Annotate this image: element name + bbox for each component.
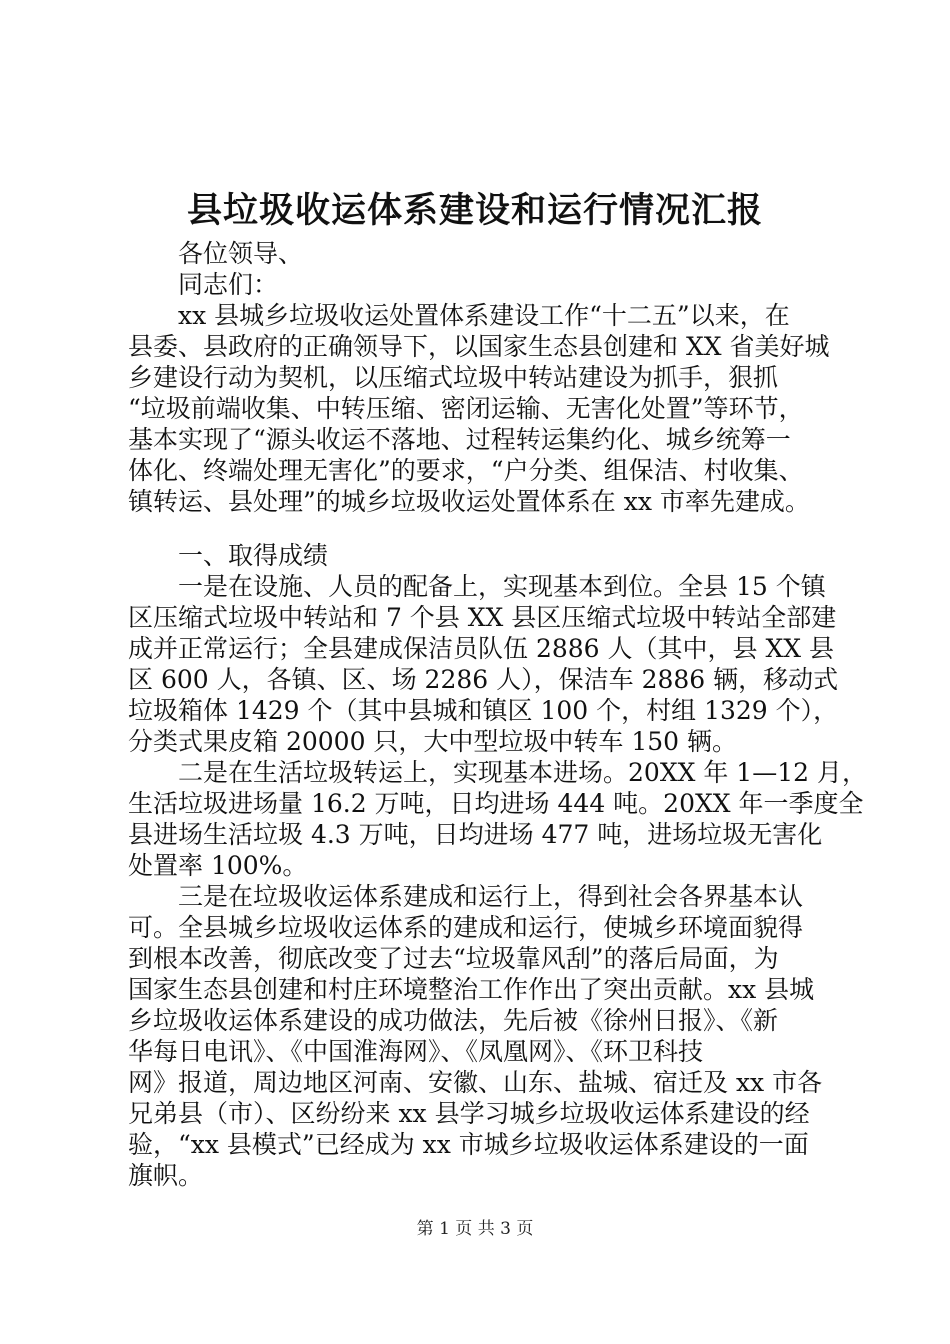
- text-line: 区 600 人，各镇、区、场 2286 人），保洁车 2886 辆，移动式: [128, 665, 839, 694]
- document-title: 县垃圾收运体系建设和运行情况汇报: [186, 190, 763, 231]
- text-line: 生活垃圾进场量 16.2 万吨，日均进场 444 吨。20XX 年一季度全: [128, 789, 864, 818]
- text-line: 一是在设施、人员的配备上，实现基本到位。全县 15 个镇: [178, 572, 826, 601]
- greeting: [128, 238, 830, 300]
- text-line: 镇转运、县处理”的城乡垃圾收运处置体系在 xx 市率先建成。: [128, 487, 810, 516]
- heading-line: 一、取得成绩: [178, 541, 329, 570]
- text-line: 处置率 100%。: [128, 851, 308, 880]
- greeting-line: 各位领导、: [178, 239, 304, 268]
- text-line: 网》报道，周边地区河南、安徽、山东、盐城、宿迁及 xx 市各: [128, 1068, 823, 1097]
- text-line: 县进场生活垃圾 4.3 万吨，日均进场 477 吨，进场垃圾无害化: [128, 820, 823, 849]
- text-line: 分类式果皮箱 20000 只，大中型垃圾中转车 150 辆。: [128, 727, 738, 756]
- text-line: “垃圾前端收集、中转压缩、密闭运输、无害化处置”等环节，: [128, 394, 804, 423]
- paragraph-transport: [128, 757, 867, 881]
- greeting-line: 同志们：: [178, 270, 279, 299]
- text-line: 乡建设行动为契机，以压缩式垃圾中转站建设为抓手，狠抓: [128, 363, 779, 392]
- paragraph-recognition: [128, 881, 830, 1191]
- text-line: 旗帜。: [128, 1161, 204, 1190]
- text-line: xx 县城乡垃圾收运处置体系建设工作“十二五”以来，在: [178, 301, 790, 330]
- page-footer: 第 1 页 共 3 页: [416, 1219, 534, 1239]
- text-line: 可。全县城乡垃圾收运体系的建成和运行，使城乡环境面貌得: [128, 913, 804, 942]
- text-line: 国家生态县创建和村庄环境整治工作作出了突出贡献。xx 县城: [128, 975, 815, 1004]
- section-heading: [128, 540, 830, 571]
- text-line: 基本实现了“源头收运不落地、过程转运集约化、城乡统筹一: [128, 425, 791, 454]
- paragraph-intro: [128, 300, 830, 517]
- text-line: 二是在生活垃圾转运上，实现基本进场。20XX 年 1—12 月，: [178, 758, 867, 787]
- paragraph-facilities: [128, 571, 839, 757]
- text-line: 成并正常运行；全县建成保洁员队伍 2886 人（其中，县 XX 县: [128, 634, 835, 663]
- text-line: 到根本改善，彻底改变了过去“垃圾靠风刮”的落后局面，为: [128, 944, 779, 973]
- text-line: 华每日电讯》、《中国淮海网》、《凤凰网》、《环卫科技: [128, 1037, 704, 1066]
- text-line: 垃圾箱体 1429 个（其中县城和镇区 100 个，村组 1329 个），: [128, 696, 839, 725]
- text-line: 验，“xx 县模式”已经成为 xx 市城乡垃圾收运体系建设的一面: [128, 1130, 809, 1159]
- text-line: 县委、县政府的正确领导下，以国家生态县创建和 XX 省美好城: [128, 332, 830, 361]
- text-line: 乡垃圾收运体系建设的成功做法，先后被《徐州日报》、《新: [128, 1006, 779, 1035]
- text-line: 兄弟县（市）、区纷纷来 xx 县学习城乡垃圾收运体系建设的经: [128, 1099, 810, 1128]
- text-line: 体化、终端处理无害化”的要求，“户分类、组保洁、村收集、: [128, 456, 804, 485]
- text-line: 区压缩式垃圾中转站和 7 个县 XX 县区压缩式垃圾中转站全部建: [128, 603, 837, 632]
- text-line: 三是在垃圾收运体系建成和运行上，得到社会各界基本认: [178, 882, 804, 911]
